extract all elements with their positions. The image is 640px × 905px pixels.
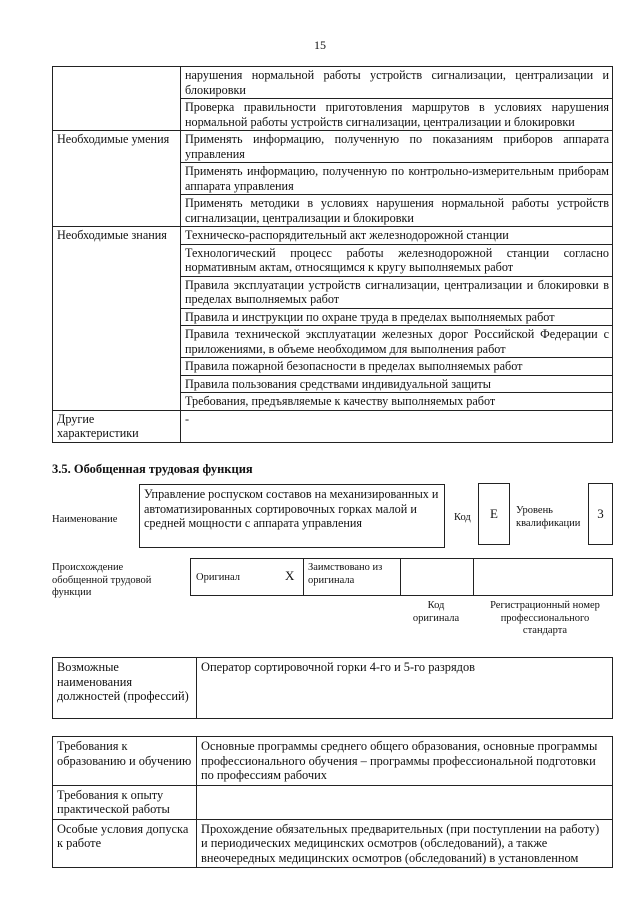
divider <box>303 558 304 596</box>
name-label: Наименование <box>52 514 118 525</box>
table-cell: Применять информацию, полученную по показаниям приборов аппарата управления <box>181 131 613 163</box>
table-cell: Требования, предъявляемые к качеству выполняемых работ <box>181 393 613 411</box>
level-label: Уровень квалификации <box>516 505 581 529</box>
row-label <box>53 67 181 131</box>
positions-value: Оператор сортировочной горки 4-го и 5-го разрядов <box>197 658 613 719</box>
reg-number-label: Регистрационный номер профессионального стандарта <box>490 600 600 636</box>
positions-table <box>52 657 613 719</box>
origin-label: Происхождение обобщенной трудовой функции <box>52 562 152 598</box>
table-row <box>53 410 613 442</box>
code-label: Код <box>454 512 471 523</box>
level-value-box: 3 <box>588 483 613 545</box>
table-cell: Правила пожарной безопасности в пределах выполняемых работ <box>181 358 613 376</box>
table-cell: Техническо-распорядительный акт железнодорожной станции <box>181 227 613 245</box>
table-cell: нарушения нормальной работы устройств сигнализации, централизации и блокировки <box>181 67 613 99</box>
table-cell: Технологический процесс работы железнодорожной станции согласно нормативным актам, относящимся к кругу выполняемых работ <box>181 244 613 276</box>
table-row <box>53 131 613 163</box>
table-row <box>53 819 613 868</box>
table-row <box>53 785 613 819</box>
borrowed-label: Заимствовано из оригинала <box>308 562 383 586</box>
code-original-label: Код оригинала <box>412 600 460 624</box>
requirement-label: Требования к опыту практической работы <box>53 785 197 819</box>
divider <box>400 558 401 596</box>
row-label-knowledge: Необходимые знания <box>53 227 181 411</box>
requirement-value <box>197 785 613 819</box>
table-row <box>53 227 613 245</box>
table-cell: Правила технической эксплуатации железных дорог Российской Федерации с приложениями, в объеме необходимом для выполнения работ <box>181 326 613 358</box>
divider <box>473 558 474 596</box>
table-cell: Применять методики в условиях нарушения нормальной работы устройств сигнализации, централизации и блокировки <box>181 195 613 227</box>
table-cell: Применять информацию, полученную по контрольно-измерительным приборам аппарата управления <box>181 163 613 195</box>
table-cell: Правила и инструкции по охране труда в пределах выполняемых работ <box>181 308 613 326</box>
section-heading: 3.5. Обобщенная трудовая функция <box>52 462 253 476</box>
requirement-label: Особые условия допуска к работе <box>53 819 197 868</box>
original-label: Оригинал <box>196 572 240 583</box>
table-cell: Правила пользования средствами индивидуальной защиты <box>181 375 613 393</box>
requirement-value: Основные программы среднего общего образования, основные программы профессионального обучения – программы профессиональной подготовки по профессиям рабочих <box>197 737 613 786</box>
table-cell: - <box>181 410 613 442</box>
knowledge-skills-table <box>52 66 613 443</box>
table-cell: Проверка правильности приготовления маршрутов в условиях нарушения нормальной работы устройств сигнализации, централизации и блокировки <box>181 99 613 131</box>
original-mark: X <box>285 568 295 583</box>
code-value-box: Е <box>478 483 510 545</box>
function-name-box: Управление роспуском составов на механизированных и автоматизированных сортировочных горках малой и средней мощности с аппарата управления <box>139 484 445 548</box>
requirements-table <box>52 736 613 868</box>
origin-box <box>190 558 613 596</box>
row-label-other: Другие характеристики <box>53 410 181 442</box>
table-row <box>53 67 613 99</box>
requirement-value: Прохождение обязательных предварительных (при поступлении на работу) и периодических медицинских осмотров (обследований), а также внеочередных медицинских осмотров (обследований) в установленном <box>197 819 613 868</box>
table-row <box>53 658 613 719</box>
page-number: 15 <box>314 38 326 52</box>
table-cell: Правила эксплуатации устройств сигнализации, централизации и блокировки в пределах выполняемых работ <box>181 276 613 308</box>
requirement-label: Требования к образованию и обучению <box>53 737 197 786</box>
table-row <box>53 737 613 786</box>
positions-label: Возможные наименования должностей (профессий) <box>53 658 197 719</box>
row-label-skills: Необходимые умения <box>53 131 181 227</box>
